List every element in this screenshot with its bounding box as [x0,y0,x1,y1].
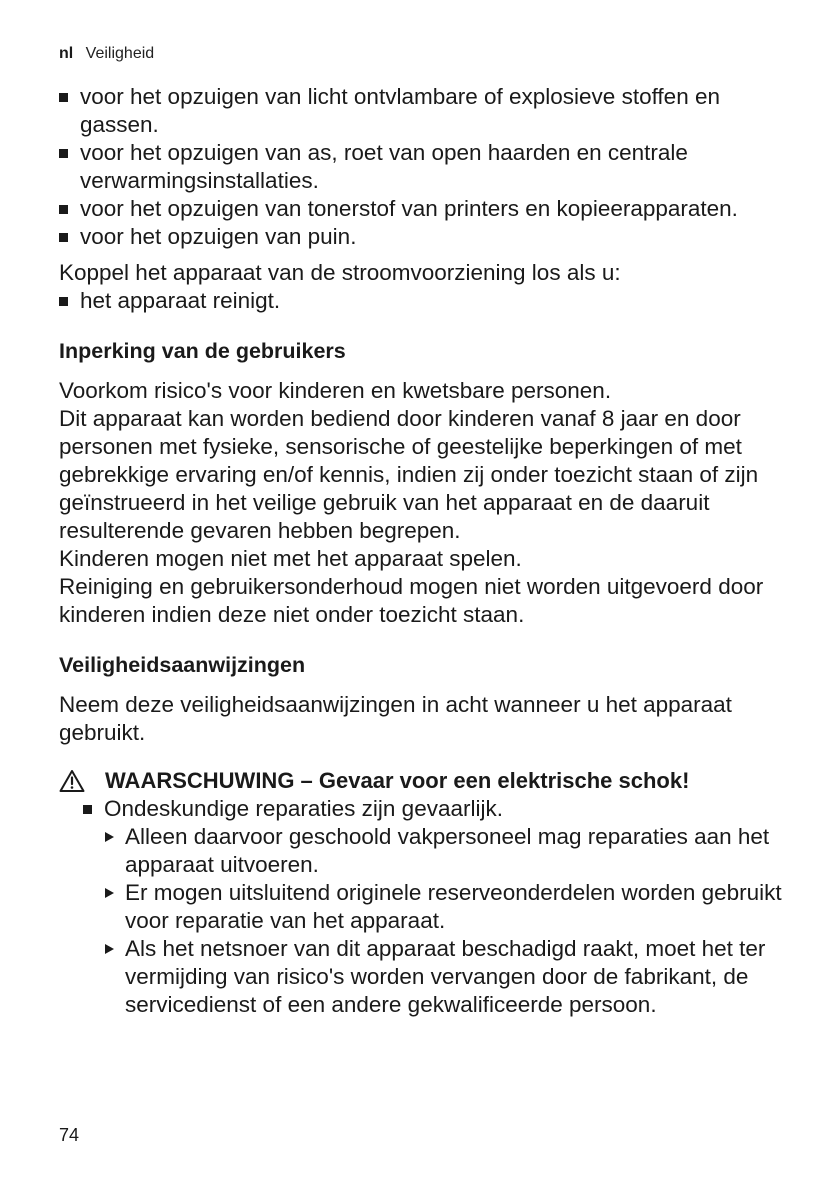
disconnect-text: Koppel het apparaat van de stroomvoorziening los als u: [59,260,621,285]
square-bullet-icon [59,233,68,242]
triangle-bullet-icon [105,944,114,954]
list-item: voor het opzuigen van puin. [59,223,791,251]
square-bullet-icon [59,93,68,102]
action-item: Als het netsnoer van dit apparaat beschadigd raakt, moet het ter vermijding van risico's worden vervangen door de fabrikant, de servicedienst of een andere gekwalificeerde persoon. [104,935,791,1019]
intro-list [59,83,791,251]
list-item: voor het opzuigen van licht ontvlambare of explosieve stoffen en gassen. [59,83,791,139]
restriction-paragraph: Kinderen mogen niet met het apparaat spelen. [59,546,522,571]
list-item: het apparaat reinigt. [59,287,791,315]
page-content [59,83,791,1019]
warning-item: Ondeskundige reparaties zijn gevaarlijk. [104,796,503,821]
list-item: voor het opzuigen van tonerstof van printers en kopieerapparaten. [59,195,791,223]
triangle-bullet-icon [105,888,114,898]
square-bullet-icon [59,149,68,158]
action-item: Alleen daarvoor geschoold vakpersoneel mag reparaties aan het apparaat uitvoeren. [104,823,791,879]
action-item: Er mogen uitsluitend originele reserveonderdelen worden gebruikt voor reparatie van het apparaat. [104,879,791,935]
warning-list [59,795,791,1019]
square-bullet-icon [59,297,68,306]
safety-heading: Veiligheidsaanwijzingen [59,653,306,677]
language-code: nl [59,45,74,62]
warning-title-text: WAARSCHUWING – Gevaar voor een elektrische schok! [105,768,690,793]
square-bullet-icon [59,205,68,214]
restriction-paragraph: Dit apparaat kan worden bediend door kinderen vanaf 8 jaar en door personen met fysieke, sensorische of geestelijke beperkingen of met gebrekkige ervaring en/of kennis, indien zij onder toezicht staan of zijn geïnstrueerd in het veilige gebruik van het apparaat en de daaruit resulterende gevaren hebben begrepen. [59,406,759,543]
warning-triangle-icon [59,769,85,793]
restriction-paragraph: Voorkom risico's voor kinderen en kwetsbare personen. [59,378,612,403]
list-item [83,795,791,1019]
restriction-heading: Inperking van de gebruikers [59,339,346,363]
restriction-paragraph: Reiniging en gebruikersonderhoud mogen niet worden uitgevoerd door kinderen indien deze niet onder toezicht staan. [59,574,764,627]
page-header [59,45,154,63]
triangle-bullet-icon [105,832,114,842]
page-number: 74 [59,1125,80,1145]
square-bullet-icon [83,805,92,814]
warning-title [59,767,791,795]
safety-intro: Neem deze veiligheidsaanwijzingen in acht wanneer u het apparaat gebruikt. [59,692,732,745]
disconnect-list [59,287,791,315]
list-item: voor het opzuigen van as, roet van open haarden en centrale verwarmingsinstallaties. [59,139,791,195]
warning-actions [104,823,791,1019]
section-name: Veiligheid [85,45,155,62]
